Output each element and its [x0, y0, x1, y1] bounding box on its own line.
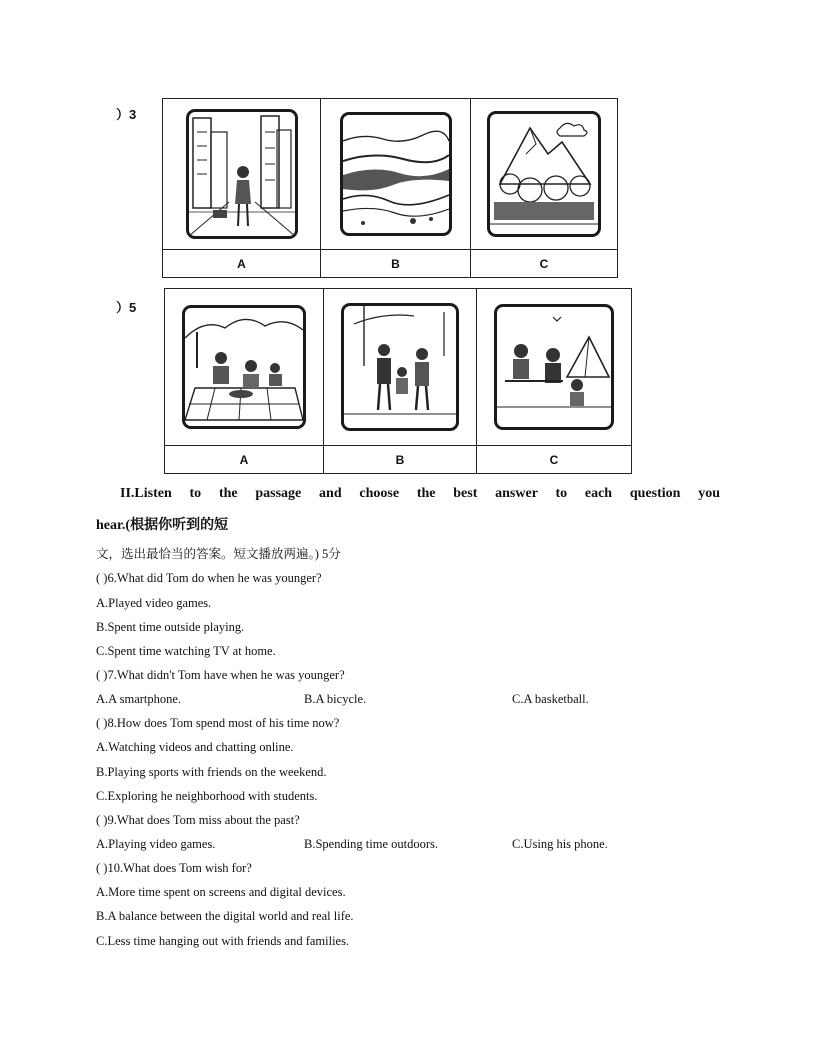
- question-3-picture-table: [162, 98, 618, 278]
- question-5-label-c: C: [549, 453, 559, 467]
- camping-tent-icon: [494, 304, 614, 430]
- question-3-label-b: B: [321, 250, 471, 277]
- section-2-title-line-2: hear.(根据你听到的短: [96, 518, 229, 533]
- river-landscape-icon: [340, 112, 452, 236]
- question-3-label-c: C: [539, 256, 549, 271]
- question-7-option-b[interactable]: B.A bicycle.: [304, 692, 367, 706]
- question-3-option-c-cell[interactable]: [471, 99, 617, 249]
- question-10-option-b[interactable]: B.A balance between the digital world and real life.: [96, 909, 354, 923]
- question-3-label-a: A: [163, 250, 321, 277]
- question-6-option-b[interactable]: B.Spent time outside playing.: [96, 620, 245, 634]
- question-5-picture-table: [164, 288, 632, 474]
- question-7-stem: ( )7.What didn't Tom have when he was younger?: [96, 668, 345, 682]
- question-3-number: ）3: [116, 107, 137, 122]
- question-8-option-b[interactable]: B.Playing sports with friends on the weekend.: [96, 765, 327, 779]
- question-8-option-a[interactable]: A.Watching videos and chatting online.: [96, 740, 294, 754]
- question-6-option-c[interactable]: C.Spent time watching TV at home.: [96, 644, 276, 658]
- section-2-title-line-1: II.Listen to the passage and choose the best answer to each question you: [120, 486, 720, 501]
- question-5-option-c-cell[interactable]: [477, 289, 631, 445]
- question-9-stem: ( )9.What does Tom miss about the past?: [96, 813, 300, 827]
- question-3-option-a-cell[interactable]: [163, 99, 321, 249]
- question-6-option-a[interactable]: A.Played video games.: [96, 596, 212, 610]
- question-5-label-a: A: [165, 446, 324, 474]
- question-5-option-b-cell[interactable]: [324, 289, 477, 445]
- section-2-instruction: 文，选出最恰当的答案。短文播放两遍。) 5分: [96, 547, 341, 561]
- question-8-stem: ( )8.How does Tom spend most of his time now?: [96, 716, 340, 730]
- mountain-forest-icon: [487, 111, 601, 237]
- question-8-option-c[interactable]: C.Exploring he neighborhood with students.: [96, 789, 318, 803]
- city-street-girl-icon: [186, 109, 298, 239]
- question-6-stem: ( )6.What did Tom do when he was younger?: [96, 571, 322, 585]
- family-picnic-icon: [182, 305, 306, 429]
- question-7-option-a[interactable]: A.A smartphone.: [96, 692, 182, 706]
- question-9-option-b[interactable]: B.Spending time outdoors.: [304, 837, 439, 851]
- question-7-option-c[interactable]: C.A basketball.: [512, 692, 589, 706]
- question-5-number: ）5: [116, 300, 137, 315]
- question-5-option-a-cell[interactable]: [165, 289, 324, 445]
- question-9-option-a[interactable]: A.Playing video games.: [96, 837, 216, 851]
- family-walking-icon: [341, 303, 459, 431]
- question-9-option-c[interactable]: C.Using his phone.: [512, 837, 608, 851]
- question-5-label-b: B: [324, 446, 477, 474]
- question-10-option-a[interactable]: A.More time spent on screens and digital devices.: [96, 885, 346, 899]
- question-10-option-c[interactable]: C.Less time hanging out with friends and families.: [96, 934, 350, 948]
- question-3-option-b-cell[interactable]: [321, 99, 471, 249]
- question-10-stem: ( )10.What does Tom wish for?: [96, 861, 252, 875]
